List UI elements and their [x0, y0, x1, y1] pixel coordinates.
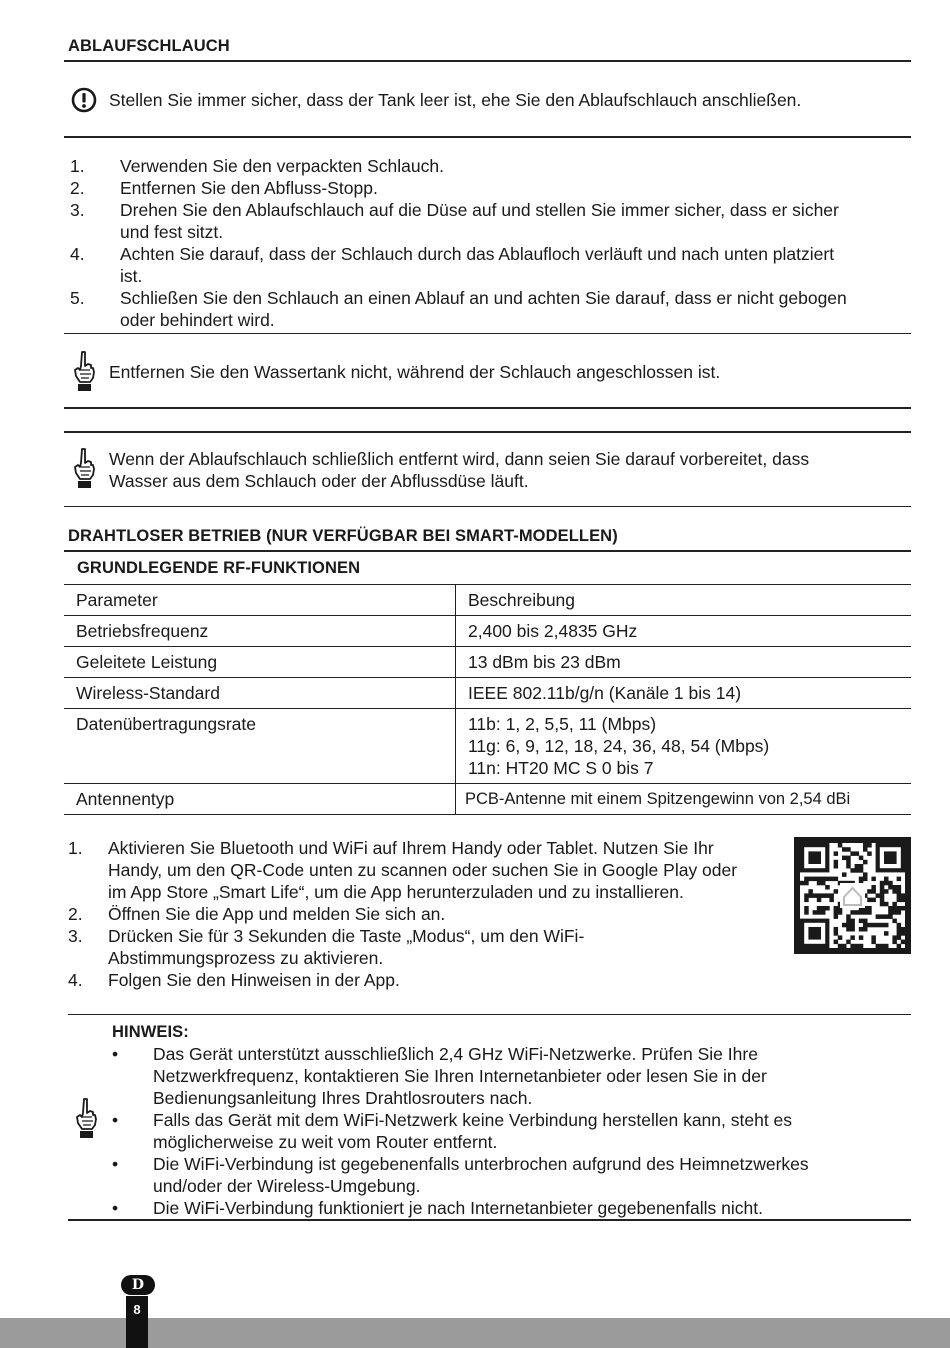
- desc-line: PCB-Antenne mit einem Spitzengewinn von 2,54 dBi: [465, 790, 851, 808]
- divider: [64, 431, 911, 433]
- table-row: [64, 585, 911, 616]
- note-text-1: Entfernen Sie den Wassertank nicht, während der Schlauch angeschlossen ist.: [109, 362, 721, 382]
- divider: [64, 550, 911, 552]
- step-text-line: Öffnen Sie die App und melden Sie sich an.: [108, 904, 446, 924]
- list-item: [70, 177, 910, 199]
- desc-cell: [456, 585, 912, 616]
- pointing-hand-icon: [74, 1096, 98, 1142]
- table-title: GRUNDLEGENDE RF-FUNKTIONEN: [77, 559, 361, 577]
- list-item: [68, 837, 788, 903]
- param-cell: Betriebsfrequenz: [64, 616, 456, 647]
- step-text-line: Abstimmungsprozess zu aktivieren.: [108, 948, 384, 968]
- step-text-line: Entfernen Sie den Abfluss-Stopp.: [120, 178, 378, 198]
- step-text-line: im App Store „Smart Life“, um die App herunterzuladen und zu installieren.: [108, 882, 684, 902]
- step-text-line: Aktivieren Sie Bluetooth und WiFi auf Ihrem Handy oder Tablet. Nutzen Sie Ihr: [108, 838, 714, 858]
- param-cell: Parameter: [64, 585, 456, 616]
- section-title-wireless: DRAHTLOSER BETRIEB (NUR VERFÜGBAR BEI SMART-MODELLEN): [68, 527, 618, 545]
- step-number: 2.: [68, 904, 83, 924]
- step-text-line: Folgen Sie den Hinweisen in der App.: [108, 970, 400, 990]
- hinweis-title: HINWEIS:: [112, 1023, 189, 1041]
- bullet-text-line: möglicherweise zu weit vom Router entfernt.: [153, 1132, 498, 1152]
- bullet-text-line: Bedienungsanleitung Ihres Drahtlosrouters nach.: [153, 1088, 533, 1108]
- list-item: [68, 925, 788, 969]
- divider: [64, 506, 911, 507]
- step-number: 4.: [70, 244, 85, 264]
- note-text-2-line2: Wasser aus dem Schlauch oder der Abflussdüse läuft.: [109, 471, 529, 491]
- bullet-text-line: Das Gerät unterstützt ausschließlich 2,4 GHz WiFi-Netzwerke. Prüfen Sie Ihre: [153, 1044, 758, 1064]
- drain-hose-steps: [70, 155, 910, 331]
- desc-line: 11g: 6, 9, 12, 18, 24, 36, 48, 54 (Mbps): [468, 736, 770, 756]
- divider: [68, 1219, 911, 1221]
- step-text-line: und fest sitzt.: [120, 222, 224, 242]
- bullet: •: [112, 1044, 119, 1064]
- desc-cell: [456, 709, 912, 784]
- step-number: 1.: [70, 156, 85, 176]
- divider: [64, 333, 911, 334]
- divider: [68, 1014, 911, 1015]
- param-cell: Wireless-Standard: [64, 678, 456, 709]
- rf-functions-table: [64, 584, 911, 815]
- divider: [64, 407, 911, 409]
- step-number: 2.: [70, 178, 85, 198]
- list-item: [70, 243, 910, 287]
- list-item: [112, 1043, 902, 1109]
- list-item: [112, 1197, 902, 1219]
- list-item: [112, 1153, 902, 1197]
- step-text-line: Achten Sie darauf, dass der Schlauch durch das Ablaufloch verläuft und nach unten platziert: [120, 244, 835, 264]
- desc-line: 13 dBm bis 23 dBm: [468, 652, 621, 672]
- bullet-text-line: und/oder der Wireless-Umgebung.: [153, 1176, 421, 1196]
- table-row: [64, 678, 911, 709]
- list-item: [68, 969, 788, 991]
- desc-line: 2,400 bis 2,4835 GHz: [468, 621, 638, 641]
- page-number: 8: [133, 1302, 141, 1317]
- list-item: [68, 903, 788, 925]
- desc-cell: [456, 616, 912, 647]
- bullet: •: [112, 1198, 119, 1218]
- qr-code: [794, 837, 911, 954]
- list-item: [70, 155, 910, 177]
- step-text-line: Verwenden Sie den verpackten Schlauch.: [120, 156, 444, 176]
- table-row: [64, 616, 911, 647]
- language-badge: D: [121, 1275, 155, 1295]
- step-text-line: oder behindert wird.: [120, 310, 275, 330]
- table-row: [64, 784, 911, 815]
- divider: [64, 136, 911, 138]
- step-text-line: ist.: [120, 266, 143, 286]
- param-cell: Datenübertragungsrate: [64, 709, 456, 784]
- step-number: 3.: [70, 200, 85, 220]
- warning-exclamation-icon: [71, 87, 97, 113]
- param-cell: Antennentyp: [64, 784, 456, 815]
- bullet: •: [112, 1154, 119, 1174]
- bullet-text-line: Die WiFi-Verbindung funktioniert je nach Internetanbieter gegebenenfalls nicht.: [153, 1198, 763, 1218]
- step-number: 1.: [68, 838, 83, 858]
- warning-text: Stellen Sie immer sicher, dass der Tank leer ist, ehe Sie den Ablaufschlauch anschließen.: [109, 90, 802, 110]
- step-text-line: Drehen Sie den Ablaufschlauch auf die Düse auf und stellen Sie immer sicher, dass er sicher: [120, 200, 839, 220]
- table-row: [64, 709, 911, 784]
- desc-line: 11b: 1, 2, 5,5, 11 (Mbps): [468, 714, 657, 734]
- table-row: [64, 647, 911, 678]
- desc-cell: [456, 678, 912, 709]
- step-number: 3.: [68, 926, 83, 946]
- step-text-line: Handy, um den QR-Code unten zu scannen oder suchen Sie in Google Play oder: [108, 860, 738, 880]
- desc-cell: [456, 784, 912, 815]
- section-title-ablaufschlauch: ABLAUFSCHLAUCH: [68, 37, 230, 55]
- param-cell: Geleitete Leistung: [64, 647, 456, 678]
- bullet-text-line: Die WiFi-Verbindung ist gegebenenfalls unterbrochen aufgrund des Heimnetzwerkes: [153, 1154, 809, 1174]
- note-text-2-line1: Wenn der Ablaufschlauch schließlich entfernt wird, dann seien Sie darauf vorbereitet, dass: [109, 449, 810, 469]
- bullet: •: [112, 1110, 119, 1130]
- pointing-hand-icon: [72, 350, 96, 394]
- list-item: [70, 199, 910, 243]
- desc-line: 11n: HT20 MC S 0 bis 7: [468, 758, 654, 778]
- list-item: [112, 1109, 902, 1153]
- list-item: [70, 287, 910, 331]
- desc-line: IEEE 802.11b/g/n (Kanäle 1 bis 14): [468, 683, 742, 703]
- step-text-line: Drücken Sie für 3 Sekunden die Taste „Modus“, um den WiFi-: [108, 926, 585, 946]
- desc-line: Beschreibung: [468, 590, 576, 610]
- bullet-text-line: Netzwerkfrequenz, kontaktieren Sie Ihren Internetanbieter oder lesen Sie in der: [153, 1066, 767, 1086]
- pointing-hand-icon: [72, 446, 96, 492]
- step-number: 4.: [68, 970, 83, 990]
- app-setup-steps: [68, 837, 788, 991]
- hinweis-list: [112, 1043, 902, 1219]
- step-number: 5.: [70, 288, 85, 308]
- desc-cell: [456, 647, 912, 678]
- bullet-text-line: Falls das Gerät mit dem WiFi-Netzwerk keine Verbindung herstellen kann, steht es: [153, 1110, 793, 1130]
- step-text-line: Schließen Sie den Schlauch an einen Ablauf an und achten Sie darauf, dass er nicht gebogen: [120, 288, 847, 308]
- divider: [64, 60, 911, 62]
